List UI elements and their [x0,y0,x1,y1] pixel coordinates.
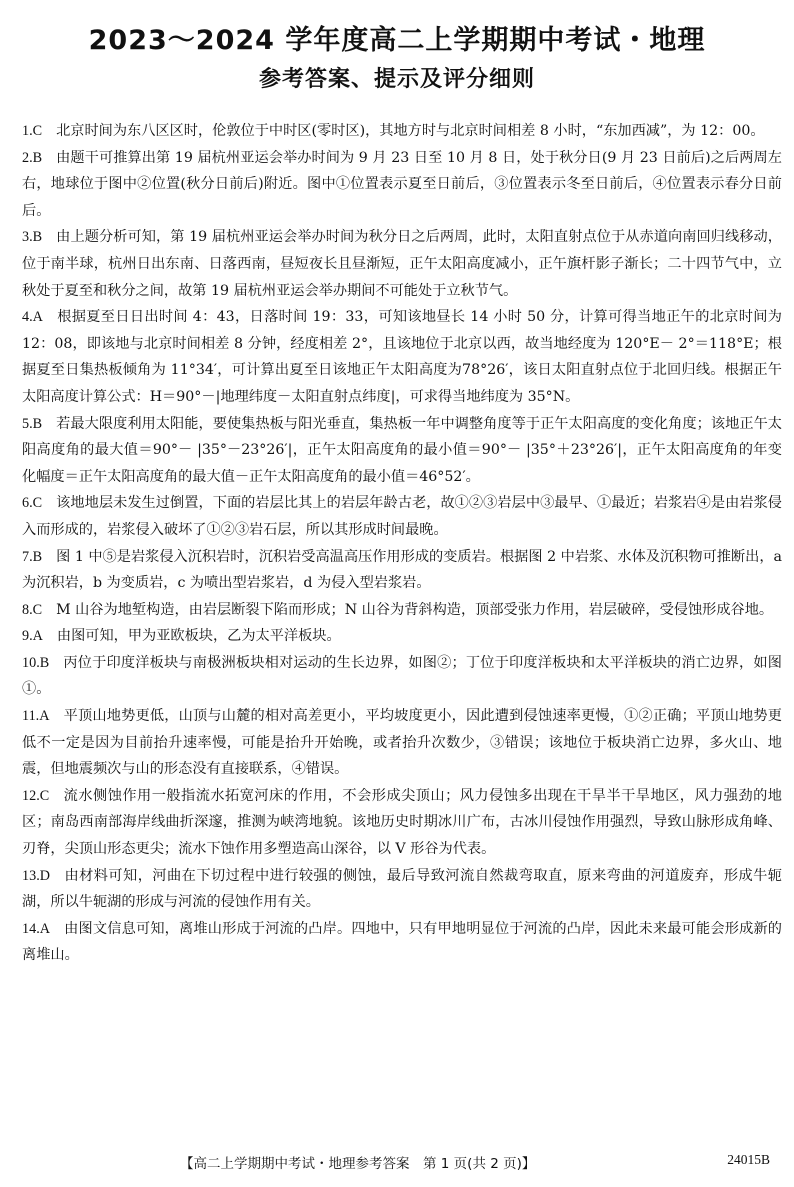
page-footer [0,1152,794,1174]
page-subtitle: 参考答案、提示及评分细则 [258,67,535,92]
answer-choice: B [32,548,43,565]
answer-choice: C [32,495,43,512]
page-title: 2023～2024 学年度高二上学期期中考试・地理 [88,25,706,56]
answer-explanation: 北京时间为东八区区时，伦敦位于中时区(零时区)，其地方时与北京时间相差 8 小时，“东加西减”，为 12：00。 [56,123,765,139]
answer-item [22,650,782,703]
answer-number: 6. [22,495,33,512]
answer-number: 11. [22,708,40,725]
answer-choice: A [39,708,50,725]
answer-choice: A [32,628,43,645]
answer-number: 7. [22,548,33,565]
answer-number: 2. [22,149,33,166]
answer-number: 9. [22,628,33,645]
answer-explanation: 由材料可知，河曲在下切过程中进行较强的侧蚀，最后导致河流自然裁弯取直，原来弯曲的河道废弃，形成牛轭湖，所以牛轭湖的形成与河流的侵蚀作用有关。 [22,867,782,911]
answer-item [22,145,782,225]
answer-explanation: M 山谷为地堑构造，由岩层断裂下陷而形成；N 山谷为背斜构造，顶部受张力作用，岩层破碎，受侵蚀形成谷地。 [56,601,774,618]
answer-item [22,916,782,969]
answer-explanation: 根据夏至日日出时间 4：43，日落时间 19：33，可知该地昼长 14 小时 50 分，计算可得当地正午的北京时间为 12：08，即该地与北京时间相差 8 分钟，经度相差 2°，且该地位于北京以西，故当地经度为 120°E－ 2°＝118°E；根据夏至日集热板倾角为 11°34′，可计算出夏至日该地正午太阳高度为78°26′，该日太阳直射点位于北回归线。根据正午太阳高度计算公式：H＝90°－|地理纬度－太阳直射点纬度|，可求得当地纬度为 35°N。 [22,309,782,405]
answer-choice: C [32,601,43,618]
answer-item [22,304,782,410]
answer-choice: B [32,415,43,432]
answer-choice: A [32,309,43,326]
answer-number: 1. [22,123,33,139]
answer-explanation: 丙位于印度洋板块与南极洲板块相对运动的生长边界，如图②；丁位于印度洋板块和太平洋板块的消亡边界，如图①。 [22,654,782,698]
answer-choice: B [39,654,50,671]
answer-choice: B [32,229,43,246]
answer-number: 10. [22,654,40,671]
answer-explanation: 由上题分析可知，第 19 届杭州亚运会举办时间为秋分日之后两周，此时，太阳直射点位于从赤道向南回归线移动，位于南半球，杭州日出东南、日落西南，昼短夜长且昼渐短，正午太阳高度减小，正午旗杆影子渐长；二十四节气中，立秋处于夏至和秋分之间，故第 19 届杭州亚运会举办期间不可能处于立秋节气。 [22,229,782,299]
answer-item [22,544,782,597]
answer-item [22,490,782,543]
answer-choice: C [39,787,50,804]
answer-item [22,863,782,916]
answer-number: 5. [22,415,33,432]
answer-item [22,118,782,145]
footer-code: 24015B [727,1152,770,1167]
answer-item [22,703,782,783]
answer-item [22,597,782,624]
answer-explanation: 流水侧蚀作用一般指流水拓宽河床的作用，不会形成尖顶山；风力侵蚀多出现在干旱半干旱地区，风力强劲的地区；南岛西南部海岸线曲折深邃，推测为峡湾地貌。该地历史时期冰川广布，古冰川侵蚀作用强烈，导致山脉形成角峰、刃脊，尖顶山形态更尖；流水下蚀作用多塑造高山深谷，以 V 形谷为代表。 [22,787,782,858]
answer-list [22,118,782,969]
answer-explanation: 由图文信息可知，离堆山形成于河流的凸岸。四地中，只有甲地明显位于河流的凸岸，因此未来最可能会形成新的离堆山。 [22,920,782,964]
answer-choice: A [39,920,50,937]
answer-explanation: 平顶山地势更低，山顶与山麓的相对高差更小，平均坡度更小，因此遭到侵蚀速率更慢，①②正确；平顶山地势更低不一定是因为目前抬升速率慢，可能是抬升开始晚，或者抬升次数少，③错误；该地位于板块消亡边界，多火山、地震，但地震频次与山的形态没有直接联系，④错误。 [22,708,782,778]
answer-item [22,411,782,491]
answer-choice: B [32,149,43,166]
answer-choice: D [39,867,50,884]
answer-number: 3. [22,229,33,246]
answer-number: 14. [22,920,40,937]
answer-number: 13. [22,867,40,884]
answer-choice: C [32,123,43,139]
answer-item [22,623,782,650]
answer-explanation: 由题干可推算出第 19 届杭州亚运会举办时间为 9 月 23 日至 10 月 8 日，处于秋分日(9 月 23 日前后)之后两周左右，地球位于图中②位置(秋分日前后)附近。图中①位置表示夏至日前后，③位置表示冬至日前后，④位置表示春分日前后。 [22,149,782,219]
footer-page-info: 【高二上学期期中考试・地理参考答案 第 1 页(共 2 页)】 [180,1156,536,1172]
answer-number: 8. [22,601,33,618]
answer-explanation: 若最大限度利用太阳能，要使集热板与阳光垂直，集热板一年中调整角度等于正午太阳高度的变化角度；该地正午太阳高度角的最大值＝90°－ |35°－23°26′|，正午太阳高度角的最小值＝90°－ |35°＋23°26′|，正午太阳高度角的年变化幅度＝正午太阳高度角的最大值－正午太阳高度角的最小值＝46°52′。 [22,415,782,485]
answer-explanation: 图 1 中⑤是岩浆侵入沉积岩时，沉积岩受高温高压作用形成的变质岩。根据图 2 中岩浆、水体及沉积物可推断出，a 为沉积岩，b 为变质岩，c 为喷出型岩浆岩，d 为侵入型岩浆岩。 [22,548,782,592]
answer-item [22,224,782,304]
answer-number: 12. [22,787,40,804]
answer-item [22,783,782,863]
answer-explanation: 该地地层未发生过倒置，下面的岩层比其上的岩层年龄古老，故①②③岩层中③最早、①最近；岩浆岩④是由岩浆侵入而形成的，岩浆侵入破坏了①②③岩石层，所以其形成时间最晚。 [22,495,782,538]
answer-explanation: 由图可知，甲为亚欧板块，乙为太平洋板块。 [56,628,341,645]
answer-number: 4. [22,309,33,326]
